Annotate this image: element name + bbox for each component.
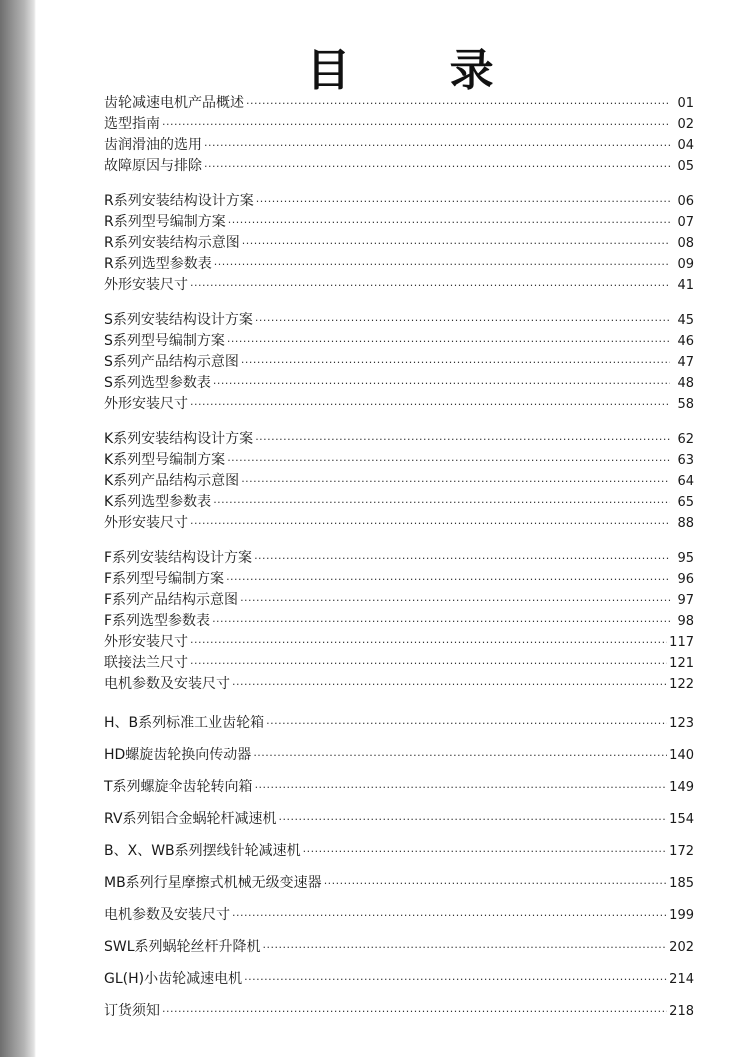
toc-entry[interactable] (104, 254, 694, 275)
toc-entry[interactable] (104, 275, 694, 296)
toc-group-f-series (104, 548, 694, 695)
toc-entry-page: 140 (669, 748, 694, 763)
dot-leader (190, 632, 667, 653)
toc-entry-label: 故障原因与排除 (104, 158, 202, 174)
toc-entry-label: F系列产品结构示意图 (104, 592, 239, 608)
toc-group-k-series (104, 429, 694, 534)
dot-leader (190, 653, 667, 674)
toc-entry-label: F系列安装结构设计方案 (104, 550, 253, 566)
toc-entry-page: 62 (677, 432, 694, 447)
toc-entry[interactable] (104, 548, 694, 569)
dot-leader (190, 275, 670, 296)
toc-entry-label: HD螺旋齿轮换向传动器 (104, 747, 252, 763)
toc-entry[interactable] (104, 310, 694, 331)
toc-entry[interactable] (104, 93, 694, 114)
toc-group-r-series (104, 191, 694, 296)
table-of-contents (104, 93, 694, 1027)
dot-leader (241, 352, 670, 373)
toc-entry-page: 09 (677, 257, 694, 272)
toc-group-overview (104, 93, 694, 177)
toc-entry-page: 123 (669, 716, 694, 731)
toc-entry[interactable] (104, 632, 694, 653)
dot-leader (212, 611, 670, 632)
toc-entry-page: 121 (669, 656, 694, 671)
toc-entry[interactable] (104, 352, 694, 373)
toc-entry-label: 订货须知 (104, 1003, 160, 1019)
dot-leader (246, 93, 670, 114)
toc-entry[interactable] (104, 471, 694, 492)
dot-leader (226, 569, 670, 590)
toc-entry[interactable] (104, 135, 694, 156)
toc-entry-label: K系列型号编制方案 (104, 452, 226, 468)
toc-entry[interactable] (104, 233, 694, 254)
toc-entry-page: 202 (669, 940, 694, 955)
toc-entry-label: R系列安装结构示意图 (104, 235, 240, 251)
dot-leader (162, 996, 667, 1028)
toc-group-s-series (104, 310, 694, 415)
dot-leader (303, 836, 668, 868)
toc-entry-label: F系列选型参数表 (104, 613, 211, 629)
dot-leader (228, 212, 670, 233)
toc-entry-page: 214 (669, 972, 694, 987)
dot-leader (240, 590, 670, 611)
toc-entry[interactable] (104, 191, 694, 212)
toc-entry-page: 117 (669, 635, 694, 650)
dot-leader (214, 254, 670, 275)
dot-leader (204, 135, 670, 156)
dot-leader (190, 513, 670, 534)
toc-entry-page: 01 (677, 96, 694, 111)
dot-leader (256, 191, 670, 212)
toc-entry-label: 外形安装尺寸 (104, 634, 188, 650)
dot-leader (266, 708, 667, 740)
toc-entry-label: SWL系列蜗轮丝杆升降机 (104, 939, 261, 955)
dot-leader (232, 900, 667, 932)
dot-leader (255, 772, 668, 804)
toc-entry-label: K系列产品结构示意图 (104, 473, 240, 489)
dot-leader (324, 868, 667, 900)
toc-entry[interactable] (104, 931, 694, 963)
toc-entry-label: S系列安装结构设计方案 (104, 312, 253, 328)
toc-entry-page: 199 (669, 908, 694, 923)
toc-entry[interactable] (104, 373, 694, 394)
toc-entry-page: 97 (677, 593, 694, 608)
toc-entry-label: R系列选型参数表 (104, 256, 212, 272)
toc-group-other-products (104, 707, 694, 1027)
toc-entry[interactable] (104, 771, 694, 803)
toc-entry-page: 96 (677, 572, 694, 587)
toc-entry[interactable] (104, 611, 694, 632)
page-title: 目 录 (306, 45, 536, 96)
page-edge-shadow (0, 0, 36, 1057)
toc-entry-label: 选型指南 (104, 116, 160, 132)
toc-entry[interactable] (104, 803, 694, 835)
toc-entry[interactable] (104, 492, 694, 513)
toc-entry-page: 122 (669, 677, 694, 692)
toc-entry[interactable] (104, 569, 694, 590)
toc-entry[interactable] (104, 590, 694, 611)
toc-entry-label: 外形安装尺寸 (104, 277, 188, 293)
toc-entry-page: 08 (677, 236, 694, 251)
dot-leader (190, 394, 670, 415)
toc-entry-page: 48 (677, 376, 694, 391)
dot-leader (213, 373, 670, 394)
toc-entry-page: 149 (669, 780, 694, 795)
toc-entry-label: F系列型号编制方案 (104, 571, 225, 587)
dot-leader (253, 740, 667, 772)
toc-entry-page: 172 (669, 844, 694, 859)
toc-entry-label: S系列型号编制方案 (104, 333, 225, 349)
toc-entry-page: 98 (677, 614, 694, 629)
toc-entry[interactable] (104, 899, 694, 931)
toc-entry-page: 45 (677, 313, 694, 328)
toc-entry-label: 电机参数及安装尺寸 (104, 907, 230, 923)
toc-entry[interactable] (104, 114, 694, 135)
toc-entry-page: 07 (677, 215, 694, 230)
toc-entry[interactable] (104, 995, 694, 1027)
toc-entry-label: K系列安装结构设计方案 (104, 431, 254, 447)
dot-leader (241, 471, 670, 492)
toc-entry-label: RV系列铝合金蜗轮杆减速机 (104, 811, 277, 827)
toc-entry[interactable] (104, 429, 694, 450)
toc-entry-label: H、B系列标准工业齿轮箱 (104, 715, 265, 731)
toc-entry-page: 05 (677, 159, 694, 174)
toc-entry[interactable] (104, 707, 694, 739)
dot-leader (162, 114, 670, 135)
dot-leader (242, 233, 670, 254)
toc-entry-label: S系列选型参数表 (104, 375, 211, 391)
toc-entry[interactable] (104, 963, 694, 995)
toc-entry-page: 46 (677, 334, 694, 349)
toc-entry-label: MB系列行星摩擦式机械无级变速器 (104, 875, 322, 891)
toc-entry[interactable] (104, 331, 694, 352)
toc-entry-page: 63 (677, 453, 694, 468)
toc-entry[interactable] (104, 212, 694, 233)
toc-entry-label: B、X、WB系列摆线针轮减速机 (104, 843, 301, 859)
toc-entry[interactable] (104, 394, 694, 415)
dot-leader (255, 310, 670, 331)
dot-leader (213, 492, 670, 513)
toc-entry-label: 电机参数及安装尺寸 (104, 676, 230, 692)
toc-entry-page: 41 (677, 278, 694, 293)
toc-entry[interactable] (104, 739, 694, 771)
toc-entry-page: 02 (677, 117, 694, 132)
toc-entry[interactable] (104, 867, 694, 899)
toc-entry-page: 06 (677, 194, 694, 209)
toc-entry[interactable] (104, 653, 694, 674)
toc-entry[interactable] (104, 513, 694, 534)
toc-entry-page: 47 (677, 355, 694, 370)
toc-entry-label: 齿润滑油的选用 (104, 137, 202, 153)
toc-entry[interactable] (104, 156, 694, 177)
toc-entry-label: T系列螺旋伞齿轮转向箱 (104, 779, 253, 795)
toc-entry-label: 外形安装尺寸 (104, 396, 188, 412)
dot-leader (244, 964, 667, 996)
toc-entry-page: 95 (677, 551, 694, 566)
toc-entry-label: GL(H)小齿轮减速电机 (104, 971, 243, 987)
toc-entry-label: K系列选型参数表 (104, 494, 212, 510)
toc-entry-page: 65 (677, 495, 694, 510)
dot-leader (227, 331, 670, 352)
toc-entry-label: R系列型号编制方案 (104, 214, 226, 230)
dot-leader (254, 548, 670, 569)
toc-entry-page: 218 (669, 1004, 694, 1019)
toc-entry-page: 185 (669, 876, 694, 891)
dot-leader (227, 450, 670, 471)
toc-entry-page: 64 (677, 474, 694, 489)
toc-entry-page: 88 (677, 516, 694, 531)
dot-leader (263, 932, 668, 964)
toc-entry[interactable] (104, 835, 694, 867)
toc-entry-page: 04 (677, 138, 694, 153)
toc-entry-label: 联接法兰尺寸 (104, 655, 188, 671)
dot-leader (255, 429, 670, 450)
toc-entry[interactable] (104, 674, 694, 695)
toc-entry-label: 外形安装尺寸 (104, 515, 188, 531)
dot-leader (204, 156, 670, 177)
dot-leader (232, 674, 667, 695)
toc-entry-label: 齿轮减速电机产品概述 (104, 95, 244, 111)
dot-leader (279, 804, 668, 836)
toc-entry-label: R系列安装结构设计方案 (104, 193, 254, 209)
toc-entry-page: 58 (677, 397, 694, 412)
toc-entry[interactable] (104, 450, 694, 471)
toc-entry-label: S系列产品结构示意图 (104, 354, 239, 370)
toc-entry-page: 154 (669, 812, 694, 827)
